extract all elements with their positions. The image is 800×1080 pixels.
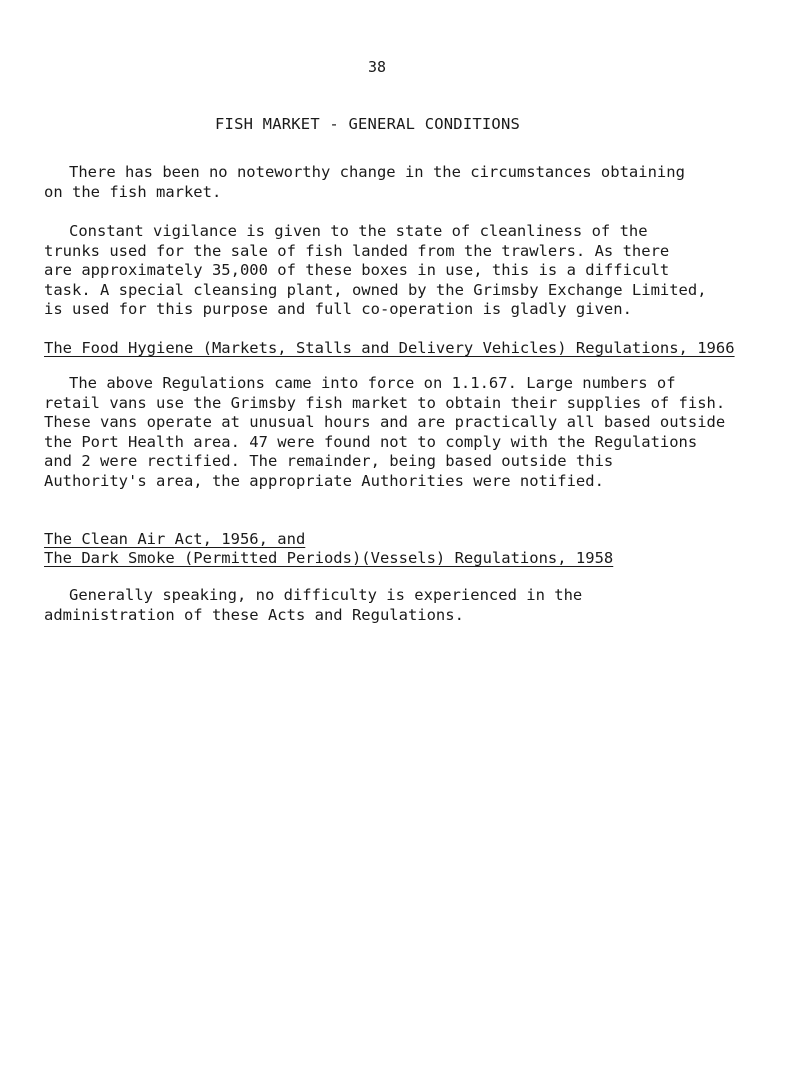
paragraph-cleansing: Constant vigilance is given to the state of cleanliness of the trunks used for the sale of fish landed from the trawlers. As there are approximately 35,000 of these boxes in use, this is a difficult task. A special cleansing plant, owned by the Grimsby Exchange Limited, is used for this purpose and full co-operation is gladly given. xyxy=(44,222,707,319)
subheading-clean-air-act: The Clean Air Act, 1956, and xyxy=(44,530,306,548)
subheading-dark-smoke-regulations: The Dark Smoke (Permitted Periods)(Vessels) Regulations, 1958 xyxy=(44,549,614,567)
subheading-food-hygiene-regulations: The Food Hygiene (Markets, Stalls and Delivery Vehicles) Regulations, 1966 xyxy=(44,339,735,357)
page-number: 38 xyxy=(368,58,387,76)
paragraph-regulations: The above Regulations came into force on 1.1.67. Large numbers of retail vans use the Grimsby fish market to obtain their supplies of fish. These vans operate at unusual hours and are practically all based outside the Port Health area. 47 were found not to comply with the Regulations and 2 were rectified. The remainder, being based outside this Authority's area, the appropriate Authorities were notified. xyxy=(44,374,726,490)
paragraph-clean-air: Generally speaking, no difficulty is experienced in the administration of these Acts and Regulations. xyxy=(44,586,583,624)
page-title: FISH MARKET - GENERAL CONDITIONS xyxy=(215,115,521,133)
paragraph-intro: There has been no noteworthy change in the circumstances obtaining on the fish market. xyxy=(44,163,685,201)
